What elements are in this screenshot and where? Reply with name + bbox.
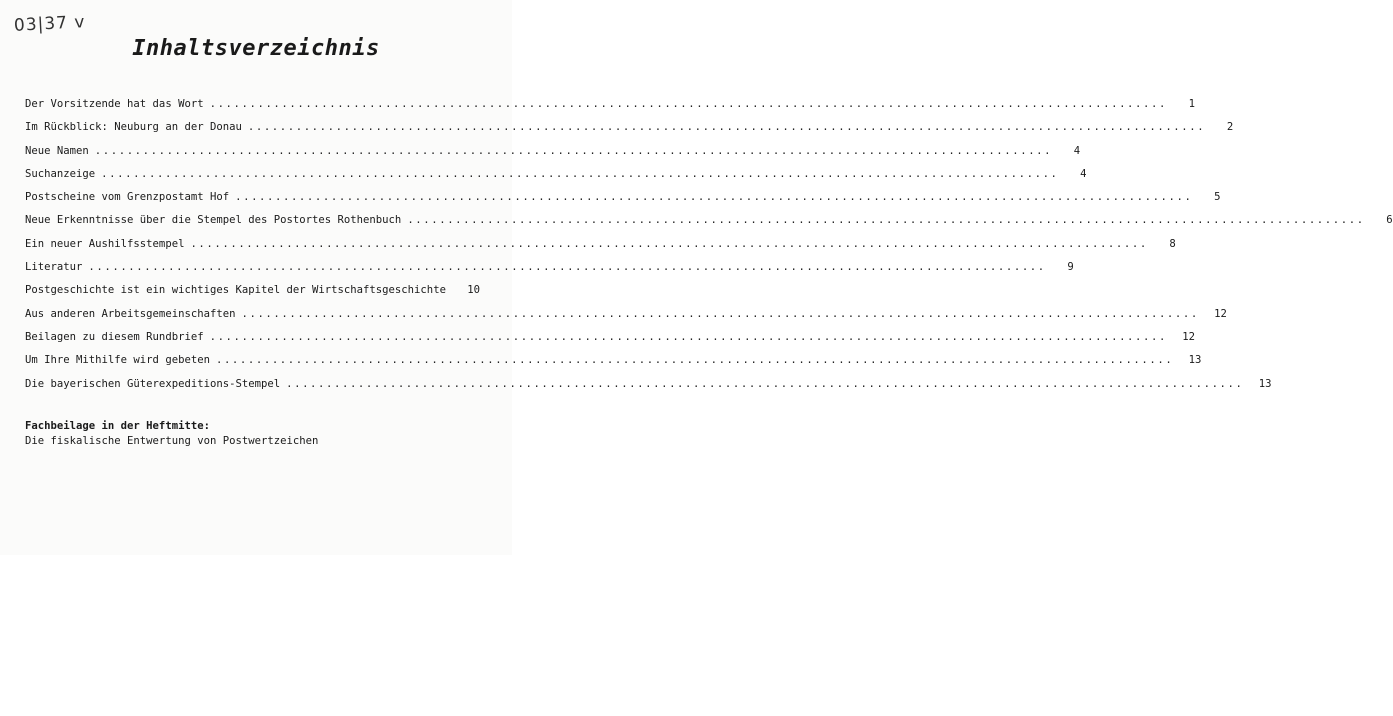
supplement-note bbox=[25, 420, 318, 447]
page-title: Inhaltsverzeichnis bbox=[132, 36, 380, 61]
toc-leader-dots: ........................................................................................................................ bbox=[209, 330, 1167, 343]
toc-label: Postscheine vom Grenzpostamt Hof bbox=[25, 191, 230, 204]
toc-label: Beilagen zu diesem Rundbrief bbox=[25, 330, 204, 343]
toc-row bbox=[25, 261, 1074, 284]
toc-row bbox=[25, 121, 1234, 144]
toc-leader-dots: ........................................................................................................................ bbox=[235, 191, 1193, 204]
toc-row bbox=[25, 98, 1195, 121]
toc-label: Um Ihre Mithilfe wird gebeten bbox=[25, 354, 210, 367]
toc-label: Suchanzeige bbox=[25, 167, 96, 180]
toc-page-number: 9 bbox=[1067, 261, 1074, 274]
toc-label: Die bayerischen Güterexpeditions-Stempel bbox=[25, 377, 281, 390]
toc-page-number: 4 bbox=[1080, 167, 1087, 180]
toc-row bbox=[25, 191, 1221, 214]
toc-page-number: 12 bbox=[1214, 307, 1227, 320]
toc-leader-dots: ........................................................................................................................ bbox=[101, 167, 1059, 180]
toc-label: Der Vorsitzende hat das Wort bbox=[25, 98, 204, 110]
toc-page-number: 13 bbox=[1188, 354, 1202, 367]
toc-page-number: 4 bbox=[1073, 144, 1081, 157]
toc-page-number: 12 bbox=[1182, 330, 1195, 343]
toc-leader-dots: ........................................................................................................................ bbox=[247, 121, 1206, 134]
toc-label: Neue Namen bbox=[25, 144, 89, 157]
toc-label: Ein neuer Aushilfsstempel bbox=[25, 237, 185, 250]
toc-page-number: 13 bbox=[1258, 377, 1272, 390]
toc-label: Postgeschichte ist ein wichtiges Kapitel der Wirtschaftsgeschichte bbox=[25, 284, 446, 297]
supplement-text: Die fiskalische Entwertung von Postwertzeichen bbox=[25, 435, 319, 447]
toc-leader-dots: ........................................................................................................................ bbox=[241, 307, 1199, 320]
toc-leader-dots: ........................................................................................................................ bbox=[209, 98, 1167, 110]
toc-page-number: 2 bbox=[1226, 121, 1234, 134]
toc-page-number: 8 bbox=[1169, 237, 1176, 250]
toc-row bbox=[25, 307, 1227, 331]
toc-leader-dots: ........................................................................................................................ bbox=[286, 377, 1244, 390]
toc-leader-dots: ........................................................................................................................ bbox=[407, 214, 1365, 227]
toc-row bbox=[25, 144, 1081, 168]
toc-row bbox=[25, 237, 1176, 261]
toc-leader-dots: ........................................................................................................................ bbox=[88, 261, 1046, 274]
toc-row bbox=[25, 284, 480, 307]
toc-label: Im Rückblick: Neuburg an der Donau bbox=[25, 121, 242, 134]
toc-row bbox=[25, 167, 1087, 191]
toc-page-number: 10 bbox=[467, 284, 480, 297]
toc-page-number: 5 bbox=[1214, 191, 1221, 204]
toc-leader-dots: ........................................................................................................................ bbox=[190, 237, 1148, 250]
toc-page-number: 6 bbox=[1386, 214, 1393, 227]
toc-row bbox=[25, 354, 1202, 377]
toc-row bbox=[25, 377, 1272, 401]
supplement-heading: Fachbeilage in der Heftmitte: bbox=[25, 420, 210, 432]
toc-label: Aus anderen Arbeitsgemeinschaften bbox=[25, 307, 236, 320]
toc-page-number: 1 bbox=[1188, 98, 1195, 110]
toc-leader-dots: ........................................................................................................................ bbox=[215, 354, 1174, 367]
table-of-contents bbox=[25, 98, 1393, 401]
toc-row bbox=[25, 330, 1195, 354]
toc-label: Neue Erkenntnisse über die Stempel des Postortes Rothenbuch bbox=[25, 214, 402, 227]
toc-leader-dots: ........................................................................................................................ bbox=[94, 144, 1053, 157]
toc-label: Literatur bbox=[25, 261, 83, 274]
handwritten-note: 03|37 ⅴ bbox=[13, 12, 86, 36]
toc-row bbox=[25, 214, 1393, 237]
